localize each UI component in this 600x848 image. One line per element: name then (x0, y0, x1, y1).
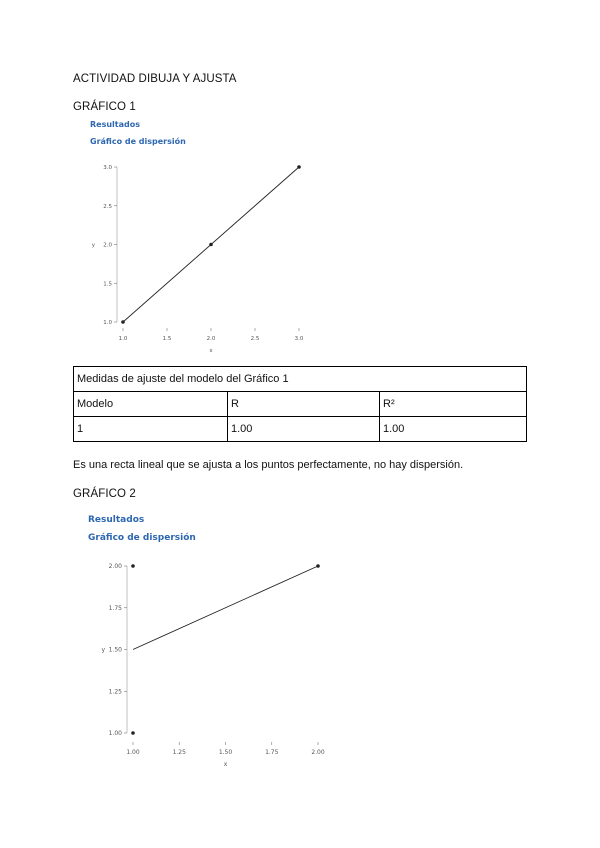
document-title: ACTIVIDAD DIBUJA Y AJUSTA (73, 73, 237, 85)
x-tick-label: 2.00 (311, 749, 325, 756)
x-tick-label: 1.25 (172, 749, 186, 756)
y-axis-label: y (101, 646, 105, 654)
scatter-chart-1 (90, 156, 320, 356)
cell-modelo: 1 (74, 417, 228, 442)
scatter-plot-label-2: Gráfico de dispersión (88, 533, 196, 543)
graph1-heading: GRÁFICO 1 (73, 101, 136, 113)
cell-r: 1.00 (228, 417, 380, 442)
y-tick-label: 1.0 (103, 320, 112, 326)
scatter-plot-label: Gráfico de dispersión (90, 137, 186, 146)
x-tick-label: 1.00 (126, 749, 140, 756)
cell-r-squared: 1.00 (380, 417, 527, 442)
data-point (131, 564, 135, 568)
conclusion-text: Es una recta lineal que se ajusta a los puntos perfectamente, no hay dispersión. (73, 459, 464, 471)
data-point (209, 243, 213, 247)
x-axis-label: x (209, 348, 213, 354)
x-tick-label: 3.0 (294, 336, 304, 342)
x-tick-label: 2.5 (250, 336, 260, 342)
x-tick-label: 1.0 (118, 336, 128, 342)
header-modelo: Modelo (74, 392, 228, 417)
data-point (297, 165, 301, 169)
header-r: R (228, 392, 380, 417)
table-caption-row (74, 367, 527, 392)
y-tick-label: 2.0 (103, 242, 112, 249)
data-point (131, 731, 135, 735)
x-tick-label: 1.50 (218, 749, 233, 756)
data-point (316, 564, 320, 568)
y-tick-label: 1.00 (108, 730, 122, 737)
y-tick-label: 3.0 (103, 165, 112, 171)
results-label: Resultados (90, 120, 140, 129)
regression-line (133, 566, 318, 650)
table-row (74, 417, 527, 442)
y-tick-label: 1.25 (108, 688, 122, 696)
x-tick-label: 1.75 (265, 749, 279, 756)
results-label-2: Resultados (88, 515, 145, 525)
y-tick-label: 1.75 (108, 604, 122, 612)
x-axis-label: x (223, 761, 228, 768)
y-tick-label: 1.5 (103, 281, 112, 288)
graph2-heading: GRÁFICO 2 (73, 488, 136, 500)
y-tick-label: 2.00 (108, 563, 122, 570)
fit-measures-table (73, 366, 527, 442)
table-header-row (74, 392, 527, 417)
y-tick-label: 1.50 (108, 646, 122, 654)
y-axis-label: y (91, 242, 95, 249)
header-r-squared: R² (380, 392, 527, 417)
y-tick-label: 2.5 (103, 203, 112, 210)
data-point (121, 320, 125, 324)
table-caption: Medidas de ajuste del modelo del Gráfico 1 (74, 367, 527, 392)
x-tick-label: 1.5 (162, 336, 172, 342)
scatter-chart-2 (90, 553, 340, 773)
x-tick-label: 2.0 (206, 336, 216, 342)
